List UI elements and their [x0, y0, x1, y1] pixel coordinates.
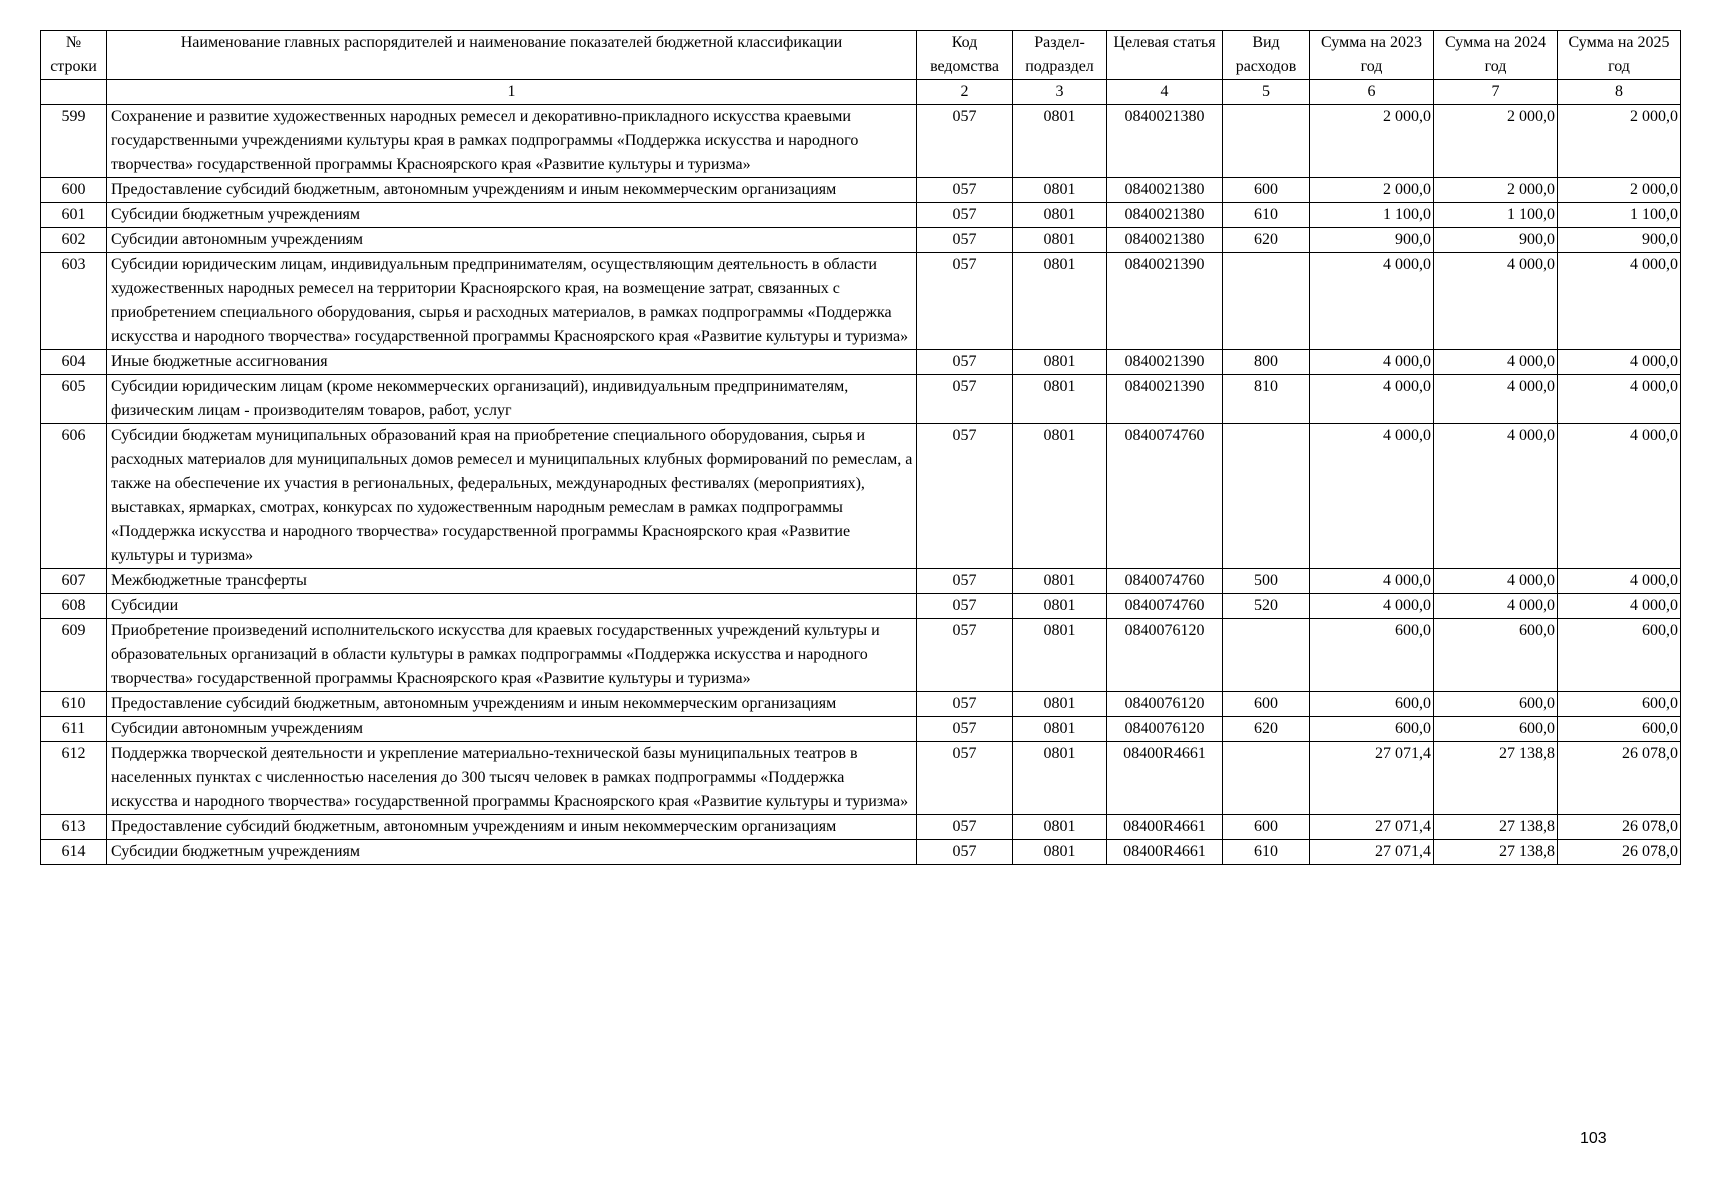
row-section: 0801 — [1013, 594, 1107, 619]
row-target: 0840074760 — [1107, 569, 1223, 594]
row-sum-2025: 4 000,0 — [1558, 594, 1681, 619]
row-target: 0840076120 — [1107, 619, 1223, 692]
row-target: 0840021390 — [1107, 350, 1223, 375]
row-type: 500 — [1223, 569, 1310, 594]
row-sum-2023: 900,0 — [1310, 228, 1434, 253]
row-sum-2025: 600,0 — [1558, 717, 1681, 742]
table-body — [41, 105, 1681, 865]
table-row — [41, 228, 1681, 253]
row-number: 600 — [41, 178, 107, 203]
row-sum-2024: 27 138,8 — [1434, 840, 1558, 865]
row-code: 057 — [917, 424, 1013, 569]
row-sum-2024: 4 000,0 — [1434, 569, 1558, 594]
row-code: 057 — [917, 840, 1013, 865]
row-code: 057 — [917, 228, 1013, 253]
row-sum-2025: 26 078,0 — [1558, 840, 1681, 865]
row-type: 800 — [1223, 350, 1310, 375]
row-name: Приобретение произведений исполнительского искусства для краевых государственных учреждений культуры и образовательных организаций в области культуры в рамках подпрограммы «Поддержка искусства и народного творчества» государственной программы Красноярского края «Развитие культуры и туризма» — [107, 619, 917, 692]
colnum-8: 8 — [1558, 80, 1681, 105]
row-sum-2024: 4 000,0 — [1434, 594, 1558, 619]
row-target: 0840076120 — [1107, 717, 1223, 742]
row-sum-2025: 600,0 — [1558, 692, 1681, 717]
header-target: Целевая статья — [1107, 31, 1223, 80]
table-row — [41, 105, 1681, 178]
row-target: 0840074760 — [1107, 424, 1223, 569]
row-name: Субсидии — [107, 594, 917, 619]
page-number: 103 — [1580, 1130, 1607, 1147]
row-code: 057 — [917, 594, 1013, 619]
row-sum-2023: 600,0 — [1310, 692, 1434, 717]
row-sum-2025: 4 000,0 — [1558, 350, 1681, 375]
row-code: 057 — [917, 619, 1013, 692]
row-sum-2023: 2 000,0 — [1310, 178, 1434, 203]
column-number-row — [41, 80, 1681, 105]
row-name: Сохранение и развитие художественных народных ремесел и декоративно-прикладного искусства краевыми государственными учреждениями культуры края в рамках подпрограммы «Поддержка искусства и народного творчества» государственной программы Красноярского края «Развитие культуры и туризма» — [107, 105, 917, 178]
table-row — [41, 203, 1681, 228]
row-code: 057 — [917, 569, 1013, 594]
row-section: 0801 — [1013, 253, 1107, 350]
row-sum-2025: 2 000,0 — [1558, 178, 1681, 203]
row-section: 0801 — [1013, 203, 1107, 228]
row-sum-2024: 600,0 — [1434, 692, 1558, 717]
row-number: 605 — [41, 375, 107, 424]
row-type: 810 — [1223, 375, 1310, 424]
row-name: Предоставление субсидий бюджетным, автономным учреждениям и иным некоммерческим организациям — [107, 178, 917, 203]
row-sum-2023: 4 000,0 — [1310, 569, 1434, 594]
row-code: 057 — [917, 742, 1013, 815]
row-sum-2025: 4 000,0 — [1558, 424, 1681, 569]
row-target: 0840021380 — [1107, 228, 1223, 253]
row-sum-2023: 4 000,0 — [1310, 375, 1434, 424]
row-target: 0840021390 — [1107, 253, 1223, 350]
row-section: 0801 — [1013, 105, 1107, 178]
row-code: 057 — [917, 105, 1013, 178]
row-sum-2023: 27 071,4 — [1310, 742, 1434, 815]
row-name: Субсидии бюджетным учреждениям — [107, 840, 917, 865]
row-sum-2024: 2 000,0 — [1434, 178, 1558, 203]
row-sum-2024: 27 138,8 — [1434, 815, 1558, 840]
row-name: Субсидии юридическим лицам (кроме некоммерческих организаций), индивидуальным предпринимателям, физическим лицам - производителям товаров, работ, услуг — [107, 375, 917, 424]
table-row — [41, 619, 1681, 692]
row-sum-2025: 600,0 — [1558, 619, 1681, 692]
row-type: 610 — [1223, 840, 1310, 865]
row-sum-2025: 1 100,0 — [1558, 203, 1681, 228]
row-number: 608 — [41, 594, 107, 619]
colnum-4: 4 — [1107, 80, 1223, 105]
row-type: 600 — [1223, 692, 1310, 717]
row-sum-2024: 600,0 — [1434, 717, 1558, 742]
row-number: 603 — [41, 253, 107, 350]
row-target: 0840021380 — [1107, 203, 1223, 228]
row-target: 0840021390 — [1107, 375, 1223, 424]
row-name: Предоставление субсидий бюджетным, автономным учреждениям и иным некоммерческим организациям — [107, 815, 917, 840]
row-sum-2024: 900,0 — [1434, 228, 1558, 253]
row-target: 08400R4661 — [1107, 840, 1223, 865]
row-name: Субсидии бюджетным учреждениям — [107, 203, 917, 228]
row-sum-2024: 2 000,0 — [1434, 105, 1558, 178]
row-name: Иные бюджетные ассигнования — [107, 350, 917, 375]
row-target: 0840021380 — [1107, 105, 1223, 178]
row-type: 620 — [1223, 717, 1310, 742]
row-section: 0801 — [1013, 350, 1107, 375]
row-number: 609 — [41, 619, 107, 692]
row-number: 601 — [41, 203, 107, 228]
row-number: 613 — [41, 815, 107, 840]
table-row — [41, 692, 1681, 717]
row-target: 0840074760 — [1107, 594, 1223, 619]
table-row — [41, 594, 1681, 619]
header-section: Раздел-подраздел — [1013, 31, 1107, 80]
row-sum-2024: 27 138,8 — [1434, 742, 1558, 815]
row-sum-2023: 4 000,0 — [1310, 424, 1434, 569]
table-row — [41, 375, 1681, 424]
row-name: Предоставление субсидий бюджетным, автономным учреждениям и иным некоммерческим организациям — [107, 692, 917, 717]
table-header — [41, 31, 1681, 105]
row-sum-2025: 900,0 — [1558, 228, 1681, 253]
row-code: 057 — [917, 178, 1013, 203]
row-sum-2024: 4 000,0 — [1434, 253, 1558, 350]
row-type — [1223, 253, 1310, 350]
row-section: 0801 — [1013, 619, 1107, 692]
row-sum-2023: 4 000,0 — [1310, 594, 1434, 619]
row-target: 0840076120 — [1107, 692, 1223, 717]
row-section: 0801 — [1013, 178, 1107, 203]
row-sum-2024: 4 000,0 — [1434, 424, 1558, 569]
row-sum-2023: 2 000,0 — [1310, 105, 1434, 178]
row-sum-2024: 1 100,0 — [1434, 203, 1558, 228]
row-code: 057 — [917, 375, 1013, 424]
row-section: 0801 — [1013, 692, 1107, 717]
row-section: 0801 — [1013, 228, 1107, 253]
table-row — [41, 569, 1681, 594]
table-row — [41, 840, 1681, 865]
header-no: № строки — [41, 31, 107, 80]
row-section: 0801 — [1013, 569, 1107, 594]
colnum-1: 1 — [107, 80, 917, 105]
row-number: 607 — [41, 569, 107, 594]
colnum-5: 5 — [1223, 80, 1310, 105]
colnum-6: 6 — [1310, 80, 1434, 105]
row-number: 604 — [41, 350, 107, 375]
row-type: 600 — [1223, 178, 1310, 203]
row-type: 600 — [1223, 815, 1310, 840]
row-number: 610 — [41, 692, 107, 717]
budget-table — [40, 30, 1681, 865]
table-row — [41, 742, 1681, 815]
row-number: 612 — [41, 742, 107, 815]
header-type: Вид расходов — [1223, 31, 1310, 80]
row-name: Субсидии юридическим лицам, индивидуальным предпринимателям, осуществляющим деятельность в области художественных народных ремесел на территории Красноярского края, на возмещение затрат, связанных с приобретением специального оборудования, сырья и расходных материалов, в рамках подпрограммы «Поддержка искусства и народного творчества» государственной программы Красноярского края «Развитие культуры и туризма» — [107, 253, 917, 350]
header-sum-2024: Сумма на 2024 год — [1434, 31, 1558, 80]
colnum-0 — [41, 80, 107, 105]
row-sum-2025: 2 000,0 — [1558, 105, 1681, 178]
row-code: 057 — [917, 350, 1013, 375]
header-name: Наименование главных распорядителей и наименование показателей бюджетной классификации — [107, 31, 917, 80]
row-sum-2023: 27 071,4 — [1310, 815, 1434, 840]
row-type — [1223, 619, 1310, 692]
row-code: 057 — [917, 253, 1013, 350]
row-sum-2023: 600,0 — [1310, 619, 1434, 692]
row-section: 0801 — [1013, 840, 1107, 865]
row-section: 0801 — [1013, 424, 1107, 569]
row-target: 08400R4661 — [1107, 742, 1223, 815]
row-sum-2025: 4 000,0 — [1558, 253, 1681, 350]
colnum-3: 3 — [1013, 80, 1107, 105]
row-code: 057 — [917, 203, 1013, 228]
row-target: 08400R4661 — [1107, 815, 1223, 840]
row-number: 611 — [41, 717, 107, 742]
row-name: Субсидии бюджетам муниципальных образований края на приобретение специального оборудования, сырья и расходных материалов для муниципальных домов ремесел и муниципальных клубных формирований по ремеслам, а также на обеспечение их участия в региональных, федеральных, международных фестивалях (мероприятиях), выставках, ярмарках, смотрах, конкурсах по художественным народным ремеслам в рамках подпрограммы «Поддержка искусства и народного творчества» государственной программы Красноярского края «Развитие культуры и туризма» — [107, 424, 917, 569]
colnum-7: 7 — [1434, 80, 1558, 105]
row-type — [1223, 424, 1310, 569]
row-sum-2023: 4 000,0 — [1310, 253, 1434, 350]
table-row — [41, 178, 1681, 203]
row-number: 599 — [41, 105, 107, 178]
row-target: 0840021380 — [1107, 178, 1223, 203]
row-type: 520 — [1223, 594, 1310, 619]
row-section: 0801 — [1013, 717, 1107, 742]
table-row — [41, 253, 1681, 350]
colnum-2: 2 — [917, 80, 1013, 105]
row-sum-2025: 4 000,0 — [1558, 375, 1681, 424]
row-code: 057 — [917, 815, 1013, 840]
header-sum-2025: Сумма на 2025 год — [1558, 31, 1681, 80]
row-sum-2025: 26 078,0 — [1558, 815, 1681, 840]
row-type — [1223, 105, 1310, 178]
table-row — [41, 815, 1681, 840]
row-sum-2025: 26 078,0 — [1558, 742, 1681, 815]
row-name: Межбюджетные трансферты — [107, 569, 917, 594]
row-section: 0801 — [1013, 815, 1107, 840]
row-section: 0801 — [1013, 742, 1107, 815]
table-row — [41, 350, 1681, 375]
row-sum-2023: 600,0 — [1310, 717, 1434, 742]
row-section: 0801 — [1013, 375, 1107, 424]
header-code: Код ведомства — [917, 31, 1013, 80]
row-type: 620 — [1223, 228, 1310, 253]
header-row — [41, 31, 1681, 80]
row-number: 606 — [41, 424, 107, 569]
row-sum-2024: 4 000,0 — [1434, 375, 1558, 424]
row-sum-2025: 4 000,0 — [1558, 569, 1681, 594]
row-name: Субсидии автономным учреждениям — [107, 228, 917, 253]
row-sum-2024: 600,0 — [1434, 619, 1558, 692]
row-name: Поддержка творческой деятельности и укрепление материально-технической базы муниципальных театров в населенных пунктах с численностью населения до 300 тысяч человек в рамках подпрограммы «Поддержка искусства и народного творчества» государственной программы Красноярского края «Развитие культуры и туризма» — [107, 742, 917, 815]
row-number: 602 — [41, 228, 107, 253]
row-number: 614 — [41, 840, 107, 865]
table-row — [41, 717, 1681, 742]
row-code: 057 — [917, 692, 1013, 717]
row-type: 610 — [1223, 203, 1310, 228]
row-sum-2023: 27 071,4 — [1310, 840, 1434, 865]
row-sum-2023: 4 000,0 — [1310, 350, 1434, 375]
table-row — [41, 424, 1681, 569]
row-sum-2023: 1 100,0 — [1310, 203, 1434, 228]
row-sum-2024: 4 000,0 — [1434, 350, 1558, 375]
row-name: Субсидии автономным учреждениям — [107, 717, 917, 742]
header-sum-2023: Сумма на 2023 год — [1310, 31, 1434, 80]
row-type — [1223, 742, 1310, 815]
row-code: 057 — [917, 717, 1013, 742]
